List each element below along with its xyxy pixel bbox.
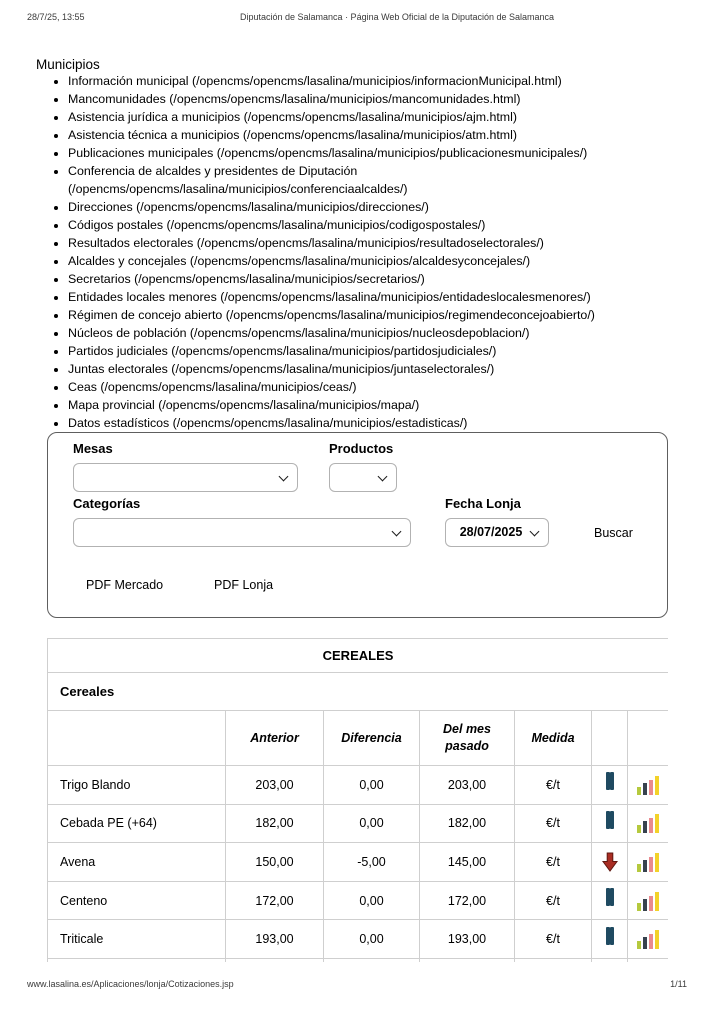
- table-row-clipped: [48, 958, 669, 962]
- municipios-link-mancomunidades[interactable]: • Mancomunidades (/opencms/opencms/lasalina/municipios/mancomunidades.html): [68, 90, 672, 108]
- trend-cell: [592, 843, 628, 882]
- fecha-lonja-label: Fecha Lonja: [445, 496, 521, 511]
- table-title: CEREALES: [48, 639, 669, 673]
- fecha-lonja-select-value: 28/07/2025: [459, 525, 523, 539]
- fecha-lonja-select[interactable]: [445, 518, 549, 547]
- decrease-arrow-icon: [602, 852, 618, 872]
- municipios-link-ceas[interactable]: • Ceas (/opencms/opencms/lasalina/municipios/ceas/): [68, 378, 672, 396]
- table-row: [48, 843, 669, 882]
- trend-cell: [592, 881, 628, 920]
- col-header-empty: [48, 711, 226, 766]
- bar-chart-icon[interactable]: [637, 852, 659, 872]
- trend-cell: [592, 920, 628, 959]
- col-header-medida: Medida: [515, 711, 592, 766]
- table-row: [48, 804, 669, 843]
- bar-chart-icon[interactable]: [637, 813, 659, 833]
- municipios-link-informacion[interactable]: • Información municipal (/opencms/opencms/lasalina/municipios/informacionMunicipal.html): [68, 72, 672, 90]
- del-mes-value: 203,00: [420, 766, 515, 805]
- no-change-icon: [597, 890, 623, 911]
- municipios-link-alcaldes-concejales[interactable]: • Alcaldes y concejales (/opencms/opencms/lasalina/municipios/alcaldesyconcejales/): [68, 252, 672, 270]
- product-name: Triticale: [48, 920, 226, 959]
- diferencia-value: -5,00: [324, 843, 420, 882]
- pdf-lonja-link[interactable]: PDF Lonja: [214, 578, 274, 592]
- medida-value: €/t: [515, 881, 592, 920]
- bar-chart-icon[interactable]: [637, 775, 659, 795]
- no-change-icon: [597, 813, 623, 834]
- categorias-label: Categorías: [73, 496, 141, 511]
- mesas-select[interactable]: [73, 463, 298, 492]
- bar-chart-icon[interactable]: [637, 929, 659, 949]
- municipios-link-datos-estadisticos[interactable]: • Datos estadísticos (/opencms/opencms/lasalina/municipios/estadisticas/): [68, 414, 672, 432]
- table-row: [48, 920, 669, 959]
- col-header-anterior: Anterior: [226, 711, 324, 766]
- municipios-link-regimen-concejo[interactable]: • Régimen de concejo abierto (/opencms/opencms/lasalina/municipios/regimendeconcejoabierto/): [68, 306, 672, 324]
- chart-cell: [628, 920, 669, 959]
- print-header: [27, 12, 687, 24]
- cereales-table: [47, 638, 668, 962]
- product-name: Avena: [48, 843, 226, 882]
- medida-value: €/t: [515, 843, 592, 882]
- medida-value: €/t: [515, 920, 592, 959]
- col-header-trend: [592, 711, 628, 766]
- col-header-chart: [628, 711, 669, 766]
- print-footer: [27, 979, 687, 989]
- chevron-down-icon: [392, 527, 402, 537]
- diferencia-value: 0,00: [324, 766, 420, 805]
- print-date: 28/7/25, 13:55: [27, 12, 85, 22]
- chart-cell: [628, 881, 669, 920]
- municipios-link-juntas-electorales[interactable]: • Juntas electorales (/opencms/opencms/lasalina/municipios/juntaselectorales/): [68, 360, 672, 378]
- medida-value: €/t: [515, 804, 592, 843]
- municipios-link-conferencia-alcaldes[interactable]: • Conferencia de alcaldes y presidentes de Diputación (/opencms/opencms/lasalina/municipios/conferenciaalcaldes/): [68, 162, 672, 198]
- municipios-link-publicaciones[interactable]: • Publicaciones municipales (/opencms/opencms/lasalina/municipios/publicacionesmunicipales/): [68, 144, 672, 162]
- anterior-value: 172,00: [226, 881, 324, 920]
- col-header-diferencia: Diferencia: [324, 711, 420, 766]
- chart-cell: [628, 766, 669, 805]
- municipios-link-resultados-electorales[interactable]: • Resultados electorales (/opencms/opencms/lasalina/municipios/resultadoselectorales/): [68, 234, 672, 252]
- del-mes-value: 193,00: [420, 920, 515, 959]
- chart-cell: [628, 804, 669, 843]
- diferencia-value: 0,00: [324, 804, 420, 843]
- product-name: Cebada PE (+64): [48, 804, 226, 843]
- municipios-link-nucleos-poblacion[interactable]: • Núcleos de población (/opencms/opencms/lasalina/municipios/nucleosdepoblacion/): [68, 324, 672, 342]
- trend-cell: [592, 766, 628, 805]
- diferencia-value: 0,00: [324, 920, 420, 959]
- chevron-down-icon: [279, 472, 289, 482]
- chevron-down-icon: [530, 527, 540, 537]
- del-mes-value: 145,00: [420, 843, 515, 882]
- municipios-link-asistencia-juridica[interactable]: • Asistencia jurídica a municipios (/opencms/opencms/lasalina/municipios/ajm.html): [68, 108, 672, 126]
- municipios-link-secretarios[interactable]: • Secretarios (/opencms/opencms/lasalina/municipios/secretarios/): [68, 270, 672, 288]
- municipios-list: [27, 64, 672, 432]
- table-row: [48, 881, 669, 920]
- chart-cell: [628, 843, 669, 882]
- municipios-link-mapa-provincial[interactable]: • Mapa provincial (/opencms/opencms/lasalina/municipios/mapa/): [68, 396, 672, 414]
- del-mes-value: 182,00: [420, 804, 515, 843]
- del-mes-value: 172,00: [420, 881, 515, 920]
- product-name: Trigo Blando: [48, 766, 226, 805]
- trend-cell: [592, 804, 628, 843]
- bar-chart-icon[interactable]: [637, 891, 659, 911]
- product-name: Centeno: [48, 881, 226, 920]
- municipios-link-asistencia-tecnica[interactable]: • Asistencia técnica a municipios (/opencms/opencms/lasalina/municipios/atm.html): [68, 126, 672, 144]
- municipios-link-entidades-locales[interactable]: • Entidades locales menores (/opencms/opencms/lasalina/municipios/entidadeslocalesmenores/): [68, 288, 672, 306]
- col-header-del-mes-pasado: Del mes pasado: [420, 711, 515, 766]
- no-change-icon: [597, 774, 623, 795]
- chevron-down-icon: [378, 472, 388, 482]
- productos-select[interactable]: [329, 463, 397, 492]
- diferencia-value: 0,00: [324, 881, 420, 920]
- pdf-mercado-link[interactable]: PDF Mercado: [86, 578, 164, 592]
- table-section-label: Cereales: [48, 673, 669, 711]
- anterior-value: 203,00: [226, 766, 324, 805]
- anterior-value: 182,00: [226, 804, 324, 843]
- lonja-filter-panel: [47, 432, 668, 618]
- anterior-value: 193,00: [226, 920, 324, 959]
- medida-value: €/t: [515, 766, 592, 805]
- footer-page-indicator: 1/11: [670, 979, 687, 989]
- print-page-title: Diputación de Salamanca · Página Web Oficial de la Diputación de Salamanca: [240, 12, 555, 22]
- table-row: [48, 766, 669, 805]
- municipios-link-direcciones[interactable]: • Direcciones (/opencms/opencms/lasalina/municipios/direcciones/): [68, 198, 672, 216]
- no-change-icon: [597, 929, 623, 950]
- cereales-table-wrap: [47, 638, 668, 962]
- productos-label: Productos: [329, 441, 394, 456]
- anterior-value: 150,00: [226, 843, 324, 882]
- municipios-heading: Municipios: [36, 57, 100, 72]
- municipios-link-codigos-postales[interactable]: • Códigos postales (/opencms/opencms/lasalina/municipios/codigospostales/): [68, 216, 672, 234]
- categorias-select[interactable]: [73, 518, 411, 547]
- mesas-label: Mesas: [73, 441, 113, 456]
- municipios-link-partidos-judiciales[interactable]: • Partidos judiciales (/opencms/opencms/lasalina/municipios/partidosjudiciales/): [68, 342, 672, 360]
- buscar-button[interactable]: Buscar: [588, 518, 639, 547]
- footer-url: www.lasalina.es/Aplicaciones/lonja/Cotizaciones.jsp: [27, 979, 234, 989]
